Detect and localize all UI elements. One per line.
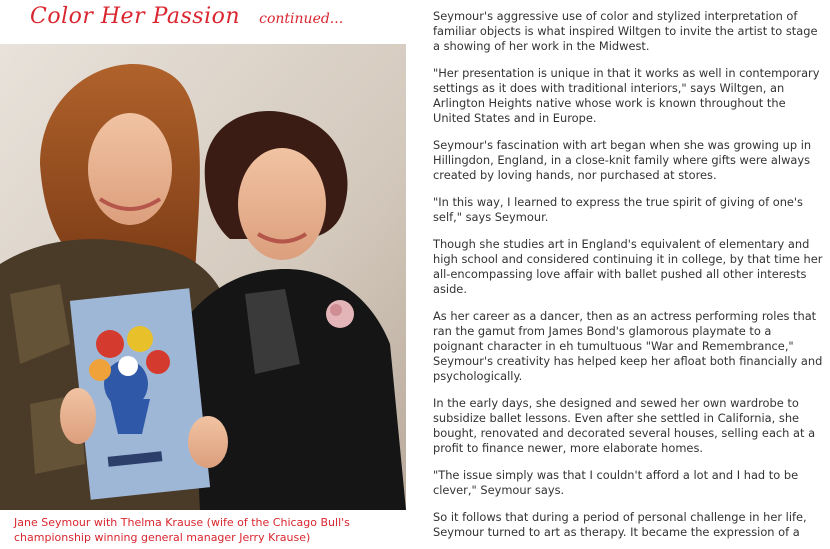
article-paragraph: Seymour's fascination with art began when she was growing up in Hillingdon, England, in a close-knit family where gifts were always created by loving hands, nor purchased at stores.	[433, 138, 812, 182]
photo-illustration	[0, 44, 406, 510]
article-paragraph: Seymour's aggressive use of color and stylized interpretation of familiar objects is what inspired Wiltgen to invite the artist to stage a showing of her work in the Midwest.	[433, 9, 818, 53]
headline-continued: continued...	[259, 11, 344, 27]
photo-caption: Jane Seymour with Thelma Krause (wife of the Chicago Bull's championship winning general manager Jerry Krause)	[14, 516, 350, 544]
book-cover	[70, 288, 210, 499]
headline-title: Color Her Passion	[30, 4, 241, 29]
article-paragraph: As her career as a dancer, then as an actress performing roles that ran the gamut from James Bond's glamorous playmate to a poignant character in eh tumultuous "War and Remembrance," Seymour's creativity has helped keep her afloat both financially and psychologically.	[433, 309, 823, 383]
photo	[0, 44, 406, 510]
article-paragraph: In the early days, she designed and sewed her own wardrobe to subsidize ballet lessons. Even after she settled in California, she bought, renovated and decorated several houses, selling each at a profit to finance newer, more elaborate homes.	[433, 396, 816, 455]
article-paragraph: So it follows that during a period of personal challenge in her life, Seymour turned to art as therapy. It became the expression of a	[433, 510, 807, 539]
headline	[30, 6, 343, 28]
article-body	[433, 9, 825, 549]
article-paragraph: Though she studies art in England's equivalent of elementary and high school and considered continuing it in college, by that time her all-encompassing love affair with ballet pushed all other interests aside.	[433, 237, 823, 296]
article-paragraph: "The issue simply was that I couldn't afford a lot and I had to be clever," Seymour says.	[433, 468, 799, 497]
article-paragraph: "In this way, I learned to express the true spirit of giving of one's self," says Seymour.	[433, 195, 803, 224]
article-paragraph: "Her presentation is unique in that it works as well in contemporary settings as it does with traditional interiors," says Wiltgen, an Arlington Heights native whose work is known throughout the United States and in Europe.	[433, 66, 820, 125]
